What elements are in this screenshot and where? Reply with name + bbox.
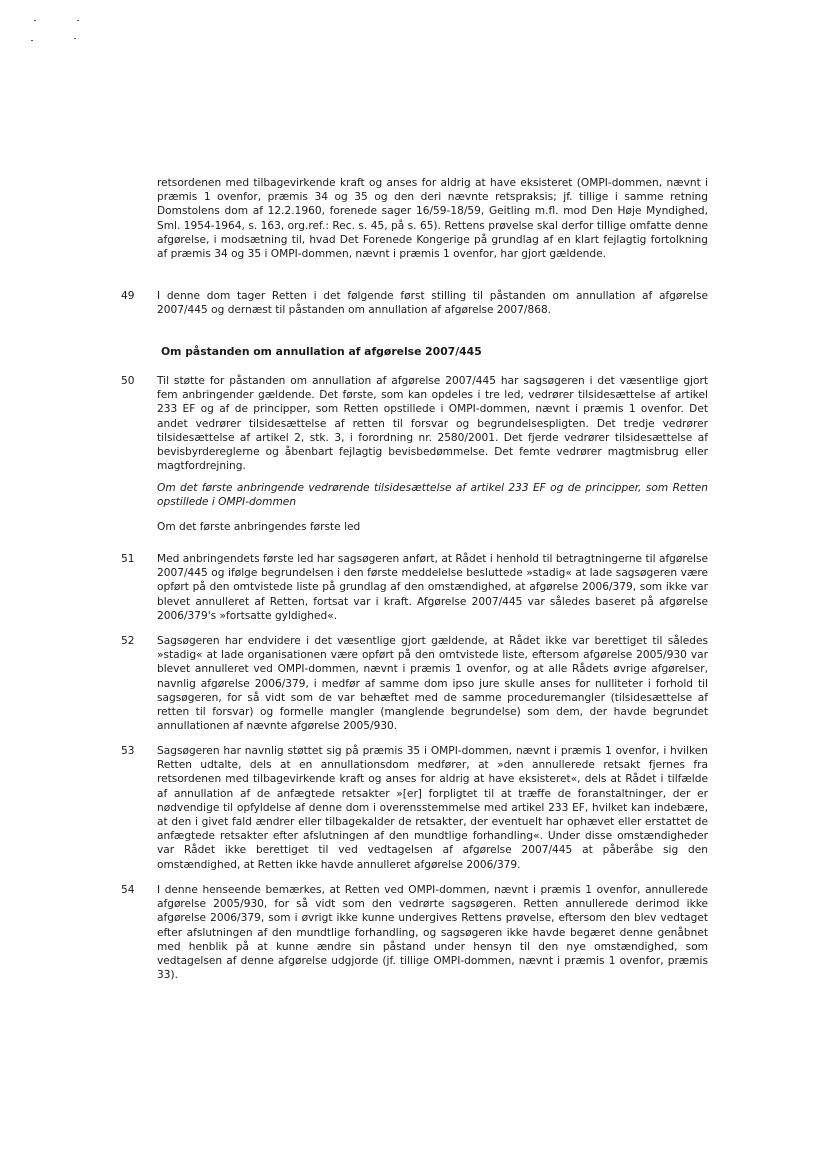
scan-speck bbox=[31, 40, 33, 41]
paragraph-number: 53 bbox=[121, 745, 135, 757]
scan-specks bbox=[28, 14, 88, 44]
paragraph-text: Sagsøgeren har endvidere i det væsentlige gjort gældende, at Rådet ikke var berettiget til således »stadig« at lade organisationen være opført på den omtvistede liste, eftersom afgørelse 2005/930 var blevet annulleret ved OMPI-dommen, nævnt i præmis 1 ovenfor, og at alle Rådets øvrige afgørelser, navnlig afgørelse 2006/379, i medfør af samme dom ipso jure skulle anses for nulliteter i forhold til sagsøgeren, for så vidt som de var behæftet med de samme proceduremangler (tilsidesættelse af retten til forsvar) og formelle mangler (manglende begrundelse) som dem, der havde begrundet annullationen af nævnte afgørelse 2005/930. bbox=[157, 635, 708, 733]
section-heading: Om påstanden om annullation af afgørelse 2007/445 bbox=[161, 345, 482, 358]
paragraph-number: 51 bbox=[121, 553, 135, 565]
scan-speck bbox=[74, 38, 76, 39]
plain-subheading: Om det første anbringendes første led bbox=[157, 521, 361, 533]
paragraph-number: 50 bbox=[121, 375, 135, 387]
paragraph-text: Sagsøgeren har navnlig støttet sig på præmis 35 i OMPI-dommen, nævnt i præmis 1 ovenfor, i hvilken Retten udtalte, dels at en annullationsdom medfører, at »den annullerede retsakt fjernes fra retsordenen med tilbagevirkende kraft og anses for aldrig at have eksisteret«, dels at Rådet i tilfælde af annullation af de anfægtede retsakter »[er] forpligtet til at træffe de foranstaltninger, der er nødvendige til opfyldelse af denne dom i overensstemmelse med artikel 233 EF, hvilket kan indebære, at den i givet fald ændrer eller tilbagekalder de retsakter, der eventuelt har ophævet eller erstattet de anfægtede retsakter efter afslutningen af den mundtlige forhandling«. Under disse omstændigheder var Rådet ikke berettiget til ved vedtagelsen af afgørelse 2007/445 at påberåbe sig den omstændighed, at Retten ikke havde annulleret afgørelse 2006/379. bbox=[157, 745, 708, 871]
paragraph-text: I denne henseende bemærkes, at Retten ved OMPI-dommen, nævnt i præmis 1 ovenfor, annullerede afgørelse 2005/930, for så vidt som den vedrørte sagsøgeren. Retten annullerede derimod ikke afgørelse 2006/379, som i øvrigt ikke kunne undergives Rettens prøvelse, eftersom den blev vedtaget efter afslutningen af den mundtlige forhandling, og sagsøgeren ikke havde begæret denne genåbnet med henblik på at kunne ændre sin påstand under hensyn til den nye omstændighed, som vedtagelsen af denne afgørelse udgjorde (jf. tillige OMPI-dommen, nævnt i præmis 1 ovenfor, præmis 33). bbox=[157, 884, 708, 982]
paragraph-text: Med anbringendets første led har sagsøgeren anført, at Rådet i henhold til betragtningerne til afgørelse 2007/445 og ifølge begrundelsen i den første meddelelse besluttede »stadig« at lade sagsøgeren være opført på den omtvistede liste på grundlag af den omstændighed, at afgørelse 2006/379, som ikke var blevet annulleret af Retten, fortsat var i kraft. Afgørelse 2007/445 var således baseret på afgørelse 2006/379's »fortsatte gyldighed«. bbox=[157, 553, 708, 622]
paragraph-number: 49 bbox=[121, 290, 135, 302]
intro-paragraph: retsordenen med tilbagevirkende kraft og anses for aldrig at have eksisteret (OMPI-dommen, nævnt i præmis 1 ovenfor, præmis 34 og 35 og den deri nævnte retspraksis; jf. tillige i samme retning Domstolens dom af 12.2.1960, forenede sager 16/59-18/59, Geitling m.fl. mod Den Høje Myndighed, Sml. 1954-1964, s. 163, org.ref.: Rec. s. 45, på s. 65). Rettens prøvelse skal derfor tillige omfatte denne afgørelse, i modsætning til, hvad Det Forenede Kongerige på grundlag af en klart fejlagtig fortolkning af præmis 34 og 35 i OMPI-dommen, nævnt i præmis 1 ovenfor, har gjort gældende. bbox=[157, 177, 708, 261]
paragraph-text: Til støtte for påstanden om annullation af afgørelse 2007/445 har sagsøgeren i det væsentlige gjort fem anbringender gældende. Det første, som kan opdeles i tre led, vedrører tilsidesættelse af artikel 233 EF og af de principper, som Retten opstillede i OMPI-dommen, nævnt i præmis 1 ovenfor. Det andet vedrører tilsidesættelse af retten til forsvar og begrundelsespligten. Det tredje vedrører tilsidesættelse af artikel 2, stk. 3, i forordning nr. 2580/2001. Det fjerde vedrører tilsidesættelse af bevisbyrdereglerne og åbenbart fejlagtig bevisbedømmelse. Det femte vedrører magtmisbrug eller magtfordrejning. bbox=[157, 375, 708, 473]
paragraph-text: I denne dom tager Retten i det følgende først stilling til påstanden om annullation af afgørelse 2007/445 og dernæst til påstanden om annullation af afgørelse 2007/868. bbox=[157, 290, 708, 317]
paragraph-number: 52 bbox=[121, 635, 135, 647]
italic-subheading: Om det første anbringende vedrørende tilsidesættelse af artikel 233 EF og de principper, som Retten opstillede i OMPI-dommen bbox=[157, 482, 708, 509]
paragraph-number: 54 bbox=[121, 884, 135, 896]
scan-speck bbox=[77, 20, 79, 21]
scan-speck bbox=[34, 20, 36, 21]
